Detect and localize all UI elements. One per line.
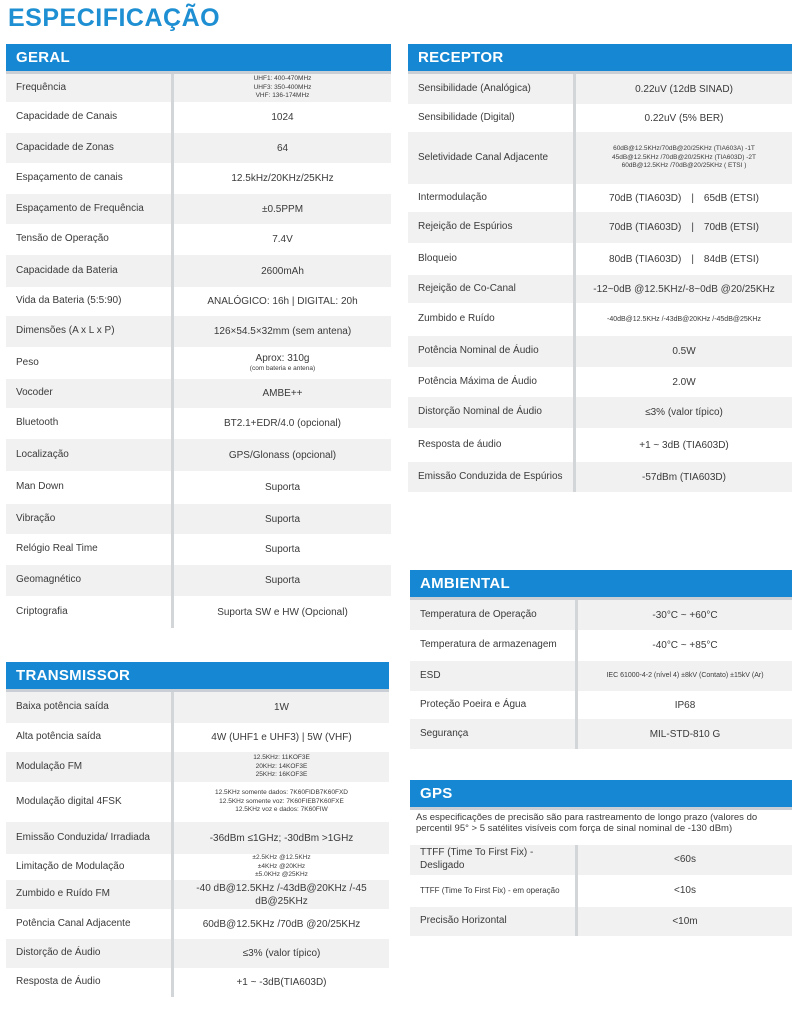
spec-row: [410, 630, 792, 661]
spec-row: [6, 287, 391, 316]
spec-label: Zumbido e Ruído FM: [16, 888, 110, 900]
spec-row: [408, 303, 792, 336]
spec-value: [171, 255, 391, 287]
spec-label: Emissão Conduzida/ Irradiada: [16, 831, 150, 843]
spec-row: [6, 939, 389, 968]
spec-value: [171, 939, 389, 968]
spec-value-text: -12~0dB @12.5KHz/-8~0dB @20/25KHz: [593, 283, 775, 295]
spec-value-line: 60dB@12.5KHz /70dB@20/25KHz ( ETSI ): [621, 162, 747, 170]
spec-row: [6, 782, 389, 822]
spec-value: [171, 968, 389, 997]
spec-value-text: 12.5kHz/20KHz/25KHz: [231, 173, 334, 184]
spec-label: ESD: [420, 669, 441, 681]
section-transmissor: [6, 662, 389, 997]
spec-row: [6, 968, 389, 997]
spec-value: [575, 875, 792, 907]
spec-value-text: -40dB@12.5KHz /-43dB@20KHz /-45dB@25KHz: [606, 315, 761, 323]
spec-value-note: (com bateria e antena): [249, 365, 316, 373]
spec-value: [171, 347, 391, 379]
spec-value-separator: |: [691, 222, 694, 233]
spec-value: [573, 428, 792, 462]
section-ambiental: [410, 570, 792, 749]
spec-row: [410, 875, 792, 907]
spec-row: [408, 336, 792, 367]
spec-value: [575, 907, 792, 936]
spec-label: Potência Nominal de Áudio: [418, 345, 539, 357]
section-header: RECEPTOR: [408, 44, 792, 71]
spec-value: [171, 102, 391, 133]
spec-label: Localização: [16, 448, 69, 460]
spec-row: [6, 692, 389, 723]
spec-row: [408, 212, 792, 243]
spec-value: [171, 194, 391, 224]
section-geral: [6, 44, 391, 628]
spec-label: Rejeição de Co-Canal: [418, 282, 516, 294]
spec-label: Criptografia: [16, 605, 68, 617]
spec-value: [171, 880, 389, 909]
spec-label: Tensão de Operação: [16, 233, 109, 245]
spec-value-line: 12.5KHz somente voz: 7K60FIEB7K60FXE: [219, 797, 344, 805]
spec-value: [573, 462, 792, 492]
spec-value: [573, 212, 792, 243]
spec-label: Potência Canal Adjacente: [16, 917, 131, 929]
page-title: ESPECIFICAÇÃO: [8, 4, 221, 32]
spec-row: [6, 133, 391, 163]
spec-row: [6, 471, 391, 504]
spec-value: [171, 723, 389, 752]
spec-value: [171, 565, 391, 596]
spec-value-right: 84dB (ETSI): [703, 253, 759, 265]
spec-value-text: IP68: [674, 699, 696, 711]
spec-row: [6, 102, 391, 133]
spec-value-text: Suporta SW e HW (Opcional): [217, 606, 348, 618]
spec-rows: [410, 600, 792, 749]
spec-label: Vocoder: [16, 387, 53, 399]
spec-row: [6, 408, 391, 439]
spec-value: [575, 600, 792, 630]
spec-value: [575, 630, 792, 661]
spec-value-separator: |: [691, 192, 694, 204]
spec-value-text: 0.22uV (12dB SINAD): [635, 83, 733, 95]
spec-value-text: 4W (UHF1 e UHF3) | 5W (VHF): [211, 732, 352, 743]
spec-row: [6, 379, 391, 408]
spec-value: [573, 184, 792, 212]
spec-value: [573, 132, 792, 184]
spec-value-text: Suporta: [264, 575, 301, 586]
spec-value-line: 12.5KHz voz e dados: 7K60FIW: [235, 806, 328, 814]
spec-value: [171, 439, 391, 471]
spec-label: Modulação FM: [16, 760, 83, 772]
spec-value-text: 64: [276, 142, 289, 154]
spec-value-text: 0.22uV (5% BER): [644, 112, 724, 124]
spec-value: [171, 752, 389, 782]
spec-rows: [6, 74, 391, 628]
spec-label: Sensibilidade (Analógica): [418, 82, 531, 94]
spec-row: [6, 565, 391, 596]
spec-row: [408, 184, 792, 212]
spec-row: [6, 723, 389, 752]
spec-row: [6, 224, 391, 255]
spec-label: Seletividade Canal Adjacente: [418, 151, 549, 163]
spec-row: [6, 596, 391, 628]
spec-value-text: +1 ~ 3dB (TIA603D): [639, 439, 729, 451]
spec-value: [573, 336, 792, 367]
spec-label: Rejeição de Espúrios: [418, 221, 513, 233]
spec-value: [573, 243, 792, 275]
spec-value: [171, 287, 391, 316]
spec-row: [6, 752, 389, 782]
spec-row: [6, 74, 391, 102]
spec-value: [573, 367, 792, 397]
spec-value: [573, 104, 792, 132]
spec-row: [410, 600, 792, 630]
spec-row: [6, 316, 391, 347]
spec-row: [6, 439, 391, 471]
spec-value-right: 70dB (ETSI): [703, 222, 759, 233]
spec-label: Vibração: [16, 512, 56, 524]
spec-value-text: 7.4V: [272, 234, 293, 245]
spec-value: [171, 596, 391, 628]
spec-label: Peso: [16, 356, 39, 368]
spec-row: [6, 822, 389, 854]
spec-label: TTFF (Time To First Fix) - Desligado: [420, 847, 534, 871]
spec-value-text: <10s: [674, 885, 696, 897]
spec-value-text: Aprox: 310g: [255, 353, 310, 365]
spec-value-text: ±0.5PPM: [261, 203, 304, 215]
spec-row: [410, 661, 792, 691]
gps-note: As especificações de precisão são para rastreamento de longo prazo (valores do percentil 95° > 5 satélites visíveis com força de sinal nominal de -130 dBm): [410, 807, 792, 841]
spec-value-text: 60dB@12.5KHz /70dB @20/25KHz: [202, 918, 361, 930]
spec-label: Bluetooth: [16, 417, 59, 429]
spec-value-text: 1W: [274, 702, 289, 713]
spec-value-line: 60dB@12.5KHz/70dB@20/25KHz (TIA603A) -1T: [613, 144, 755, 152]
spec-value-line: 20KHz: 14KOF3E: [255, 762, 308, 770]
spec-label: Segurança: [420, 727, 469, 739]
spec-label: Intermodulação: [418, 191, 487, 203]
spec-row: [6, 194, 391, 224]
spec-value: [171, 316, 391, 347]
spec-value: [171, 782, 389, 822]
spec-value-text: 1024: [271, 112, 294, 123]
section-receptor: [408, 44, 792, 492]
spec-value: [171, 379, 391, 408]
spec-value-text: -40 dB@12.5KHz /-43dB@20KHz /-45 dB@25KHz: [196, 882, 367, 907]
section-header: GPS: [410, 780, 792, 807]
spec-value: [171, 909, 389, 939]
spec-value: [171, 471, 391, 504]
spec-value: [171, 74, 391, 102]
section-header: AMBIENTAL: [410, 570, 792, 597]
spec-value: [573, 397, 792, 428]
spec-label: Limitação de Modulação: [16, 860, 125, 872]
spec-label: Temperatura de armazenagem: [420, 639, 557, 651]
spec-value-text: Suporta: [264, 544, 301, 555]
section-header: GERAL: [6, 44, 391, 71]
spec-value-text: <60s: [674, 854, 696, 866]
spec-value-line: 12.5KHz: 11KOF3E: [253, 753, 310, 761]
spec-row: [410, 845, 792, 875]
spec-value-text: GPS/Glonass (opcional): [228, 449, 337, 461]
spec-label: Resposta de Áudio: [16, 976, 101, 988]
spec-row: [6, 909, 389, 939]
spec-label: Potência Máxima de Áudio: [418, 375, 537, 387]
spec-label: Capacidade da Bateria: [16, 264, 118, 276]
spec-label: Bloqueio: [418, 252, 457, 264]
spec-label: Baixa potência saída: [16, 701, 109, 713]
spec-row: [408, 132, 792, 184]
spec-value: [575, 661, 792, 691]
spec-value: [171, 534, 391, 565]
spec-row: [6, 534, 391, 565]
spec-row: [6, 255, 391, 287]
spec-value-line: ±4KHz @20KHz: [257, 862, 306, 870]
spec-label: Resposta de áudio: [418, 438, 502, 450]
spec-label: Capacidade de Canais: [16, 111, 118, 123]
spec-row: [6, 504, 391, 534]
spec-value-line: 25KHz: 16KOF3E: [255, 771, 308, 779]
spec-label: Frequência: [16, 81, 67, 93]
spec-value-text: ≤3% (valor típico): [242, 948, 321, 959]
spec-label: Distorção Nominal de Áudio: [418, 406, 542, 418]
spec-rows: [408, 74, 792, 492]
spec-value-line: VHF: 136-174MHz: [255, 92, 310, 100]
spec-value-left: 80dB (TIA603D): [609, 253, 682, 265]
spec-value-left: 70dB (TIA603D): [609, 222, 682, 233]
spec-value-text: 0.5W: [672, 346, 696, 357]
spec-value: [171, 133, 391, 163]
spec-label: Modulação digital 4FSK: [16, 795, 122, 807]
spec-value: [575, 845, 792, 875]
spec-row: [410, 907, 792, 936]
spec-value-text: 2.0W: [672, 376, 696, 388]
spec-row: [6, 854, 389, 880]
spec-label: Proteção Poeira e Água: [420, 698, 527, 710]
spec-value-text: 2600mAh: [261, 265, 304, 277]
spec-value: [171, 163, 391, 194]
spec-value-text: +1 ~ -3dB(TIA603D): [236, 977, 327, 988]
spec-value: [171, 224, 391, 255]
spec-value: [575, 691, 792, 719]
spec-row: [408, 275, 792, 303]
spec-rows: [410, 845, 792, 936]
spec-value-line: UHF1: 400-470MHz: [253, 74, 312, 82]
spec-value: [171, 822, 389, 854]
spec-row: [6, 880, 389, 909]
spec-label: Dimensões (A x L x P): [16, 325, 115, 337]
spec-row: [408, 428, 792, 462]
spec-value-line: 12.5KHz somente dados: 7K60FIDB7K60FXD: [215, 788, 348, 796]
spec-label: Sensibilidade (Digital): [418, 111, 515, 123]
spec-value-text: Suporta: [264, 482, 301, 493]
spec-label: Alta potência saída: [16, 731, 102, 743]
spec-row: [410, 719, 792, 749]
spec-label: TTFF (Time To First Fix) - em operação: [420, 885, 560, 895]
spec-value: [573, 303, 792, 336]
spec-value-left: 70dB (TIA603D): [609, 192, 682, 204]
spec-row: [6, 163, 391, 194]
spec-value-text: ANALÓGICO: 16h | DIGITAL: 20h: [207, 296, 358, 307]
spec-value-line: ±5.0KHz @25KHz: [255, 871, 308, 879]
spec-row: [6, 347, 391, 379]
spec-row: [408, 104, 792, 132]
spec-value: [171, 504, 391, 534]
spec-value: [575, 719, 792, 749]
spec-value-separator: |: [691, 253, 694, 265]
spec-value-text: BT2.1+EDR/4.0 (opcional): [223, 418, 341, 429]
spec-value-text: -36dBm ≤1GHz; -30dBm >1GHz: [209, 832, 354, 844]
spec-label: Distorção de Áudio: [16, 947, 101, 959]
spec-label: Zumbido e Ruído: [418, 313, 495, 325]
spec-value-text: IEC 61000-4-2 (nível 4) ±8kV (Contato) ±15kV (Ar): [606, 672, 764, 680]
spec-value-text: <10m: [672, 915, 698, 927]
spec-row: [408, 74, 792, 104]
spec-value-text: ≤3% (valor típico): [645, 407, 723, 418]
spec-label: Vida da Bateria (5:5:90): [16, 295, 122, 307]
spec-label: Precisão Horizontal: [420, 915, 507, 927]
spec-label: Man Down: [16, 481, 64, 493]
spec-label: Emissão Conduzida de Espúrios: [418, 470, 563, 482]
spec-row: [408, 367, 792, 397]
spec-label: Capacidade de Zonas: [16, 141, 114, 153]
spec-value-text: -30°C ~ +60°C: [652, 609, 718, 621]
spec-value-right: 65dB (ETSI): [703, 192, 759, 204]
spec-label: Geomagnético: [16, 574, 82, 586]
spec-value-text: AMBE++: [262, 388, 303, 399]
spec-value: [171, 692, 389, 723]
spec-row: [408, 397, 792, 428]
spec-rows: [6, 692, 389, 997]
section-header: TRANSMISSOR: [6, 662, 389, 689]
spec-label: Temperatura de Operação: [420, 608, 537, 620]
spec-label: Relógio Real Time: [16, 543, 98, 555]
spec-value-text: -57dBm (TIA603D): [642, 471, 726, 483]
spec-value-line: 45dB@12.5KHz /70dB@20/25KHz (TIA603D) -2T: [612, 153, 756, 161]
spec-value-text: -40°C ~ +85°C: [652, 640, 718, 651]
spec-value-text: 126×54.5×32mm (sem antena): [213, 326, 352, 337]
spec-value: [573, 275, 792, 303]
spec-row: [410, 691, 792, 719]
spec-value-line: ±2.5KHz @12.5KHz: [252, 853, 311, 861]
section-gps: [410, 780, 792, 936]
spec-value-text: MIL-STD-810 G: [649, 728, 721, 740]
spec-label: Espaçamento de Frequência: [16, 202, 144, 214]
spec-value: [171, 854, 389, 880]
spec-value: [171, 408, 391, 439]
spec-value-text: Suporta: [264, 513, 301, 525]
spec-row: [408, 243, 792, 275]
spec-value-line: UHF3: 350-400MHz: [253, 83, 312, 91]
spec-label: Espaçamento de canais: [16, 172, 123, 184]
spec-value: [573, 74, 792, 104]
spec-row: [408, 462, 792, 492]
